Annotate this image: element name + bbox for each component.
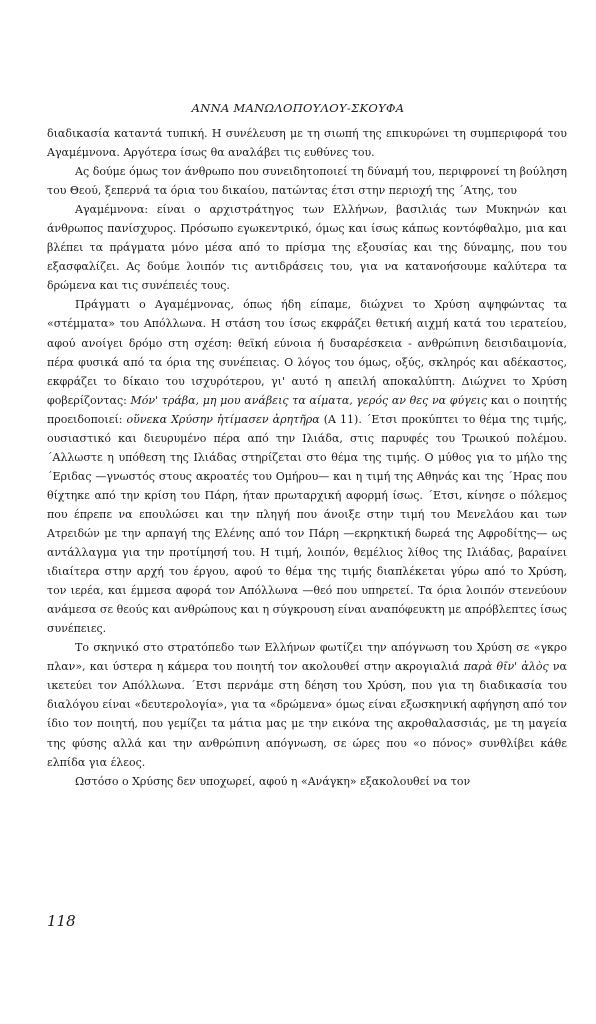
paragraph-3: Αγαμέμνονα: είναι ο αρχιστράτηγος των Ελλήνων, βασιλιάς των Μυκηνών και άνθρωπος πανίσχυρος. Πρόσωπο εγωκεντρικό, όμως και ίσως κάπως κοντόφθαλμο, μια και βλέπει τα πράγματα μόνο μέσα από το πρίσμα της εξουσίας και της δύναμης, που του εξασφαλίζει. Ας δούμε λοιπόν τις αντιδράσεις του, για να κατανοήσουμε καλύτερα τα δρώμενα και τις συνέπειές τους. [47, 203, 567, 293]
page-number: 118 [47, 912, 76, 930]
paragraph-1: διαδικασία καταντά τυπική. Η συνέλευση με τη σιωπή της επικυρώνει τη συμπεριφορά του Αγαμέμνονα. Αργότερα ίσως θα αναλάβει τις ευθύνες του. [47, 127, 567, 160]
running-head: ΑΝΝΑ ΜΑΝΩΛΟΠΟΥΛΟΥ-ΣΚΟΥΦΑ [191, 101, 405, 115]
quote-greek: οὕνεκα Χρύσην ἠτίμασεν ἀρητῆρα [126, 412, 320, 426]
paragraph-2: Ας δούμε όμως τον άνθρωπο που συνειδητοποιεί τη δύναμή του, περιφρονεί τη βούληση του Θεού, ξεπερνά τα όρια του δικαίου, πατώντας έτσι στην περιοχή της ΄Ατης, του [47, 165, 567, 198]
body-text [47, 124, 567, 791]
quote-greek-2: παρὰ θῖν' ἁλὸς [463, 660, 549, 674]
quote-translation: Μόν' τράβα, μη μου ανάβεις τα αίματα, γερός αν θες να φύγεις [130, 393, 488, 407]
paragraph-4 [47, 295, 567, 638]
paragraph-4-text-a: Πράγματι ο Αγαμέμνονας, όπως ήδη είπαμε, διώχνει το Χρύση αψηφώντας τα «στέμματα» του Απόλλωνα. Η στάση του ίσως εκφράζει θετική αιχμή κατά του ιερατείου, αφού ανοίγει δρόμο στη σχέση: θεϊκή εύνοια ή δυσαρέσκεια - ανθρώπινη δεισιδαιμονία, πέρα φυσικά από τα όρια της συνέπειας. Ο λόγος του όμως, οξύς, σκληρός και αδέκαστος, εκφράζει το δίκαιο του ισχυρότερου, γι' αυτό η απειλή αποκαλύπτη. Διώχνει το Χρύση φοβερίζοντας: [47, 298, 567, 407]
paragraph-6: Ωστόσο ο Χρύσης δεν υποχωρεί, αφού η «Ανάγκη» εξακολουθεί να τον [75, 774, 471, 788]
paragraph-4-text-b: και ο ποιητής προειδοποιεί: [47, 393, 567, 426]
paragraph-5-text-b: να ικετεύει τον Απόλλωνα. ΄Ετσι περνάμε στη δέηση του Χρύση, που για τη διαδικασία του διαλόγου είναι «δευτερολογία», για τα «δρώμενα» όμως είναι εξωσκηνική αφήγηση από τον ίδιο τον ποιητή, που γεμίζει τα μάτια μας με την εικόνα της ακροθαλασσιάς, με τη μαγεία της φύσης αλλά και την ανθρώπινη απόγνωση, σε ώρες που «ο πόνος» συνθλίβει κάθε ελπίδα για έλεος. [47, 660, 567, 769]
paragraph-5 [47, 638, 567, 771]
paragraph-4-text-c: (Α 11). ΄Ετσι προκύπτει το θέμα της τιμής, ουσιαστικό και διευρυμένο πέρα από την Ιλιάδα, στις παρυφές του Τρωικού πολέμου. ΄Αλλωστε η υπόθεση της Ιλιάδας στηρίζεται στο θέμα της τιμής. Ο μύθος για το μήλο της ΄Εριδας —γνωστός στους ακροατές του Ομήρου— και η τιμή της Αθηνάς και της ΄Ηρας που θίχτηκε από την κρίση του Πάρη, ήταν πρωταρχική αφορμή ίσως. ΄Ετσι, κίνησε ο πόλεμος που έπρεπε να επουλώσει και την πληγή που άνοιξε στην τιμή του Μενελάου και των Ατρειδών με την αρπαγή της Ελένης από τον Πάρη —εκρηκτική δωρεά της Αφροδίτης— ως αντάλλαγμα για την προτίμησή του. Η τιμή, λοιπόν, θεμέλιος λίθος της Ιλιάδας, βαραίνει ιδιαίτερα στην αρχή του έργου, αφού το θέμα της τιμής διαπλέκεται γύρω από το Χρύση, τον ιερέα, και έμμεσα αφορά τον Απόλλωνα —θεό που υπηρετεί. Τα όρια λοιπόν στενεύουν ανάμεσα σε θεούς και ανθρώπους και η σύγκρουση είναι αναπόφευκτη με απρόβλεπτες ίσως συνέπειες. [47, 412, 567, 636]
paragraph-5-text-a: Το σκηνικό στο στρατόπεδο των Ελλήνων φωτίζει την απόγνωση του Χρύση σε «γκρο πλαν», και ύστερα η κάμερα του ποιητή τον ακολουθεί στην ακρογιαλιά [47, 641, 567, 674]
